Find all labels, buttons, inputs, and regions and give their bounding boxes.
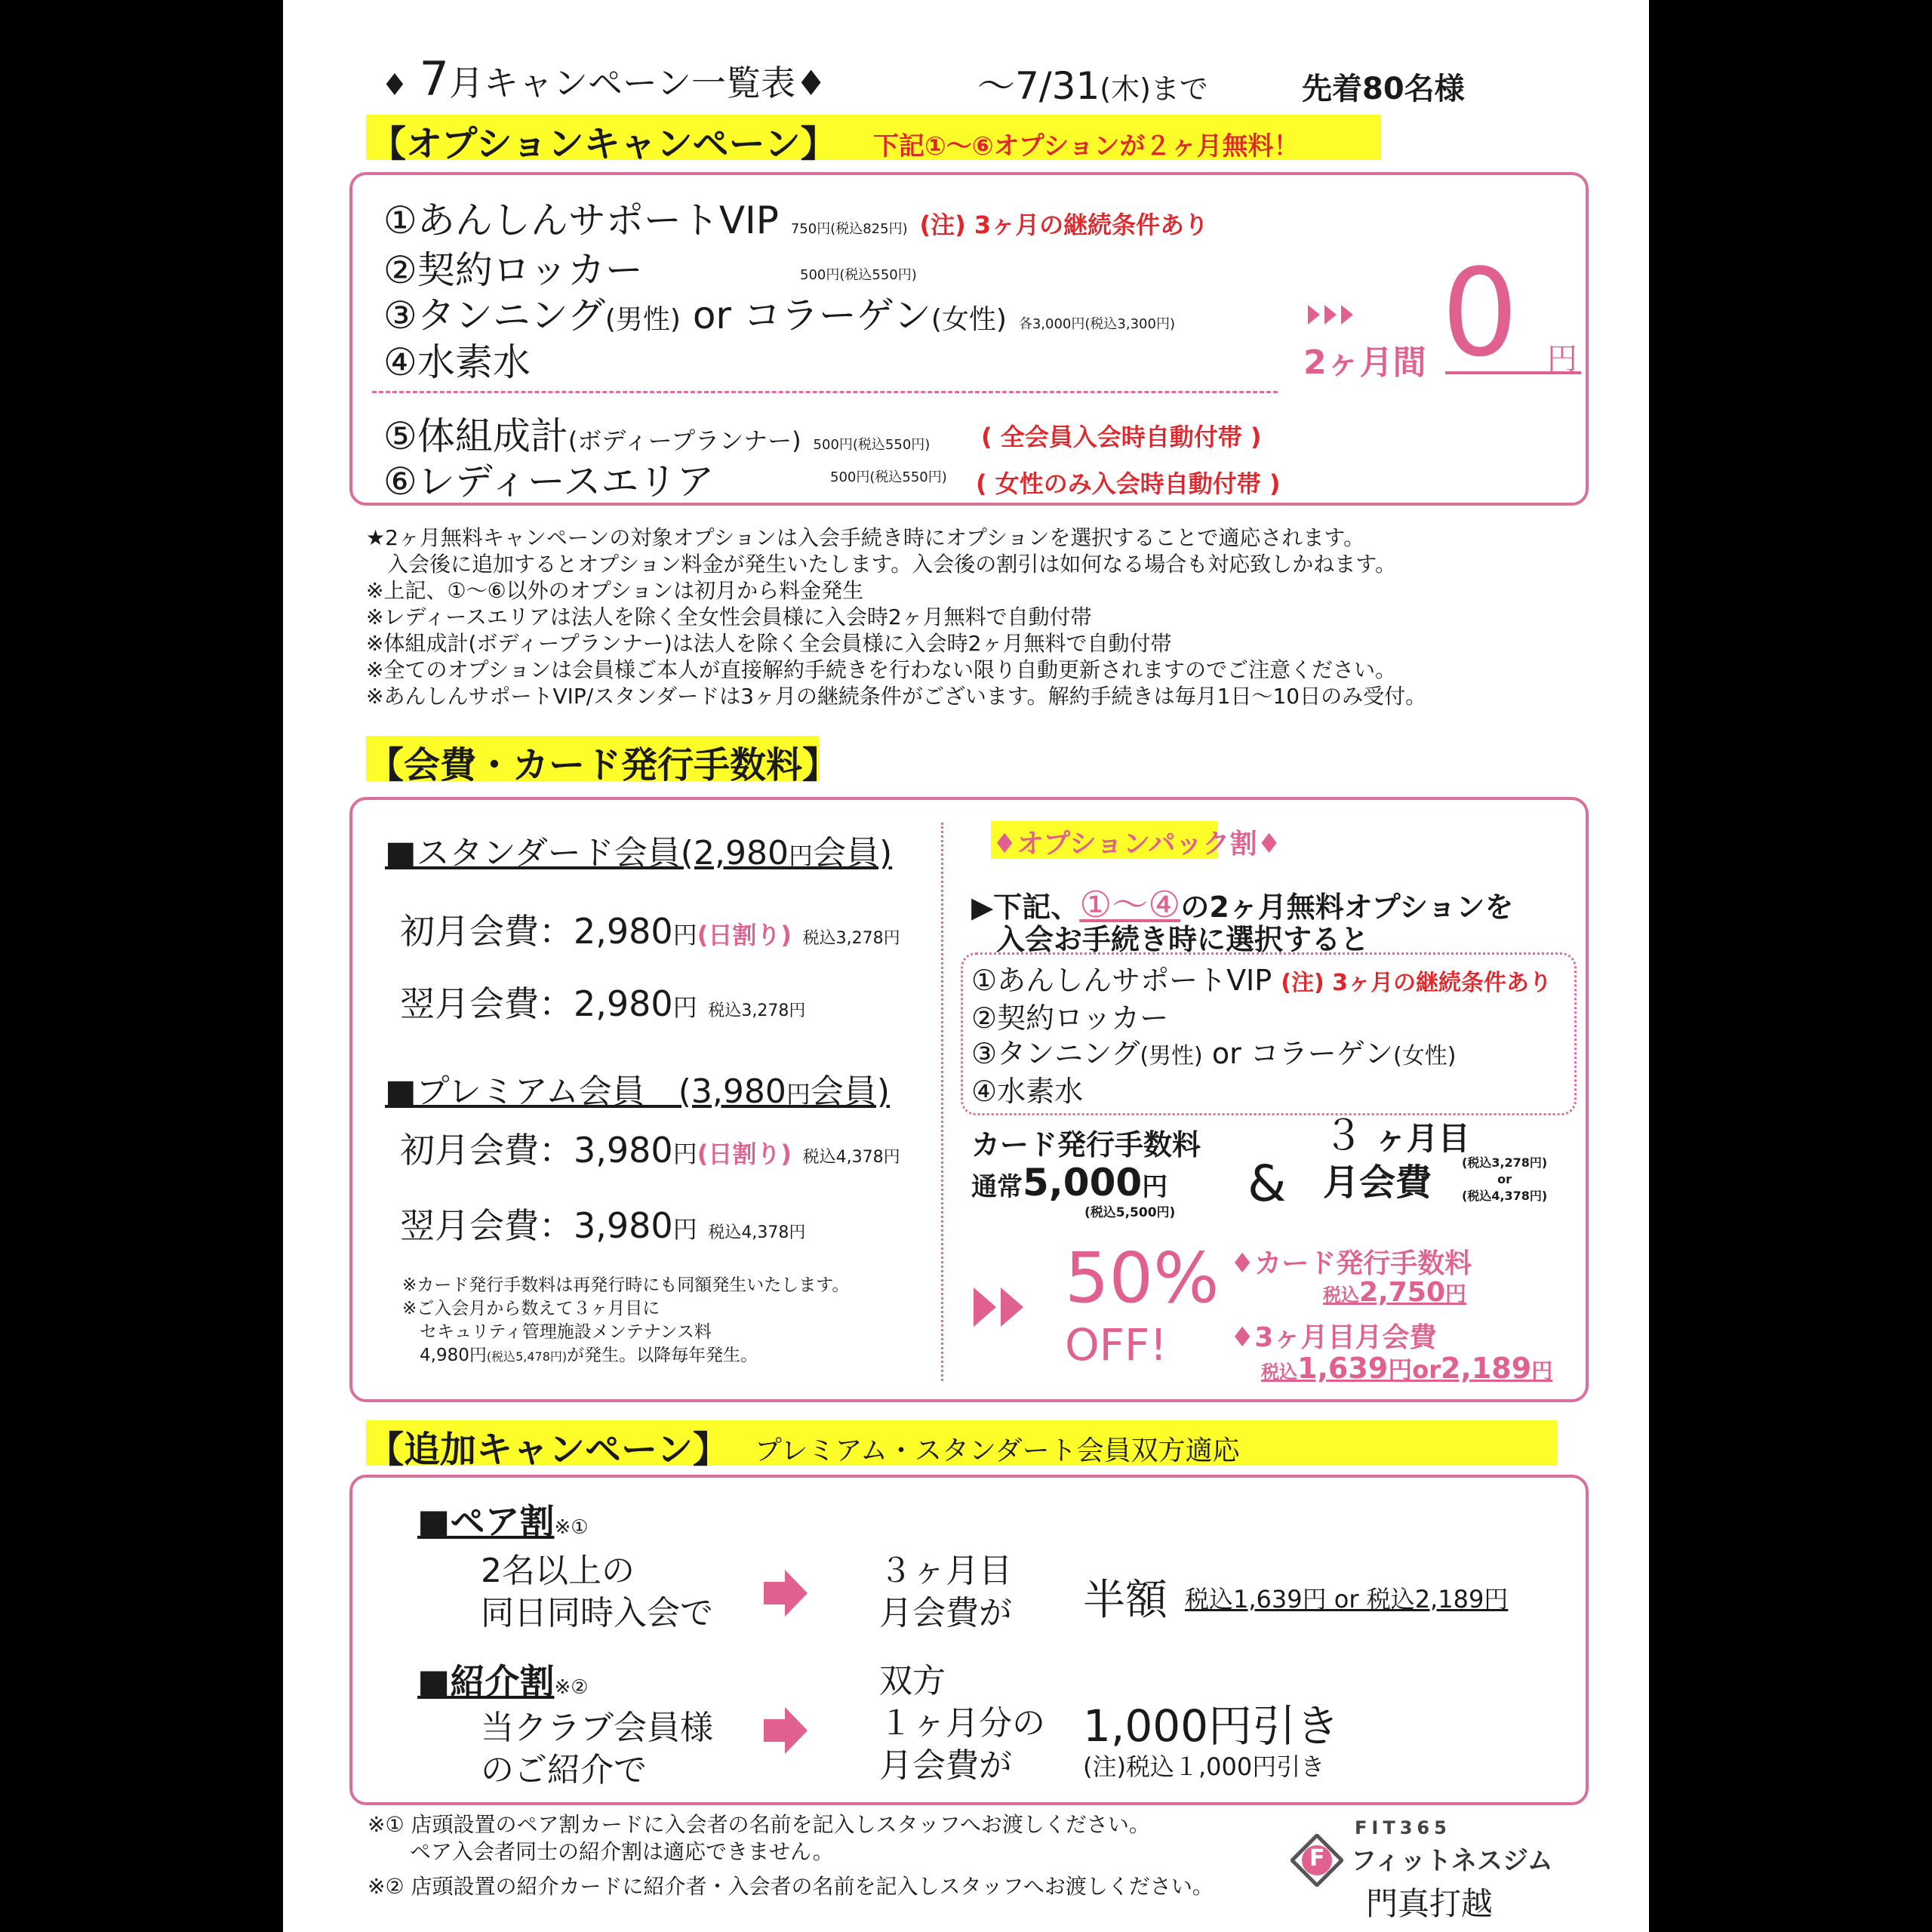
option-item-4: ④水素水	[383, 340, 531, 384]
option-note: ※あんしんサポートVIP/スタンダードは3ヶ月の継続条件がございます。解約手続きは毎月1日～10日のみ受付。	[366, 684, 1427, 709]
option-subheading: 下記①～⑥オプションが２ヶ月無料！	[873, 131, 1300, 162]
free-yen: 円	[1547, 342, 1577, 377]
logo-small-text: FIT365	[1355, 1817, 1451, 1838]
logo-letter: F	[1309, 1845, 1325, 1872]
option-note: ※レディースエリアは法人を除く全女性会員様に入会時2ヶ月無料で自動付帯	[366, 605, 1092, 629]
option-item-2: ②契約ロッカー	[383, 248, 643, 292]
pair-result: 半額	[1083, 1576, 1168, 1625]
right-arrow-icon	[764, 1707, 808, 1754]
pair-result-note: 税込1,639円 or 税込2,189円	[1185, 1585, 1509, 1614]
referral-result-note: (注)税込１,000円引き	[1083, 1752, 1325, 1781]
pair-target: ３ヶ月目 月会費が	[879, 1552, 1012, 1632]
fee-heading: 【会費・カード発行手数料】	[368, 744, 839, 786]
deadline: ～7/31(木)まで	[977, 64, 1208, 108]
double-arrow-icon	[974, 1287, 1034, 1328]
off-label: OFF!	[1065, 1319, 1168, 1371]
pack-line-1: ▶下記、①～④の2ヶ月無料オプションを	[971, 884, 1514, 926]
option-item-5: ⑤体組成計(ボディープランナー) 500円(税込550円)	[383, 414, 931, 458]
option-item-2-price: 500円(税込550円)	[800, 267, 917, 283]
pack-title: ♦オプションパック割♦	[992, 829, 1281, 860]
option-note: ★2ヶ月無料キャンペーンの対象オプションは入会手続き時にオプションを選択することで適応されます。	[366, 525, 1365, 550]
result-card-label: ♦カード発行手数料	[1230, 1248, 1472, 1279]
card-fee-tax: (税込5,500円)	[1084, 1205, 1176, 1220]
extra-heading: 【追加キャンペーン】	[368, 1429, 730, 1471]
standard-first-fee: 初月会費：2,980円(日割り) 税込3,278円	[400, 911, 900, 952]
option-note: ※全てのオプションは会員様ご本人が直接解約手続きを行わない限り自動更新されますのでご注意ください。	[366, 657, 1396, 682]
option-note: 入会後に追加するとオプション料金が発生いたします。入会後の割引は如何なる場合も対応致しかねます。	[366, 552, 1397, 577]
referral-condition: 当クラブ会員様 のご紹介で	[481, 1709, 713, 1789]
card-fee-label: カード発行手数料	[971, 1128, 1201, 1161]
pair-title: ■ペア割※①	[417, 1501, 589, 1542]
fee-notes: ※カード発行手数料は再発行時にも同額発生いたします。 ※ご入会月から数えて３ヶ月目に セキュリティ管理施設メンテナンス料 4,980円(税込5,478円)が発生。以降毎年発生。	[402, 1275, 850, 1365]
pack-line-2: 入会お手続き時に選択すると	[996, 923, 1370, 956]
footer-notes: ※① 店頭設置のペア割カードに入会者の名前を記入しスタッフへお渡しください。 ペア入会者同士の紹介割は適応できません。 ※② 店頭設置の紹介カードに紹介者・入会者の名前を記入しスタッフへお渡しください。	[368, 1812, 1214, 1899]
option-item-6-note: ( 女性のみ入会時自動付帯 )	[976, 469, 1281, 498]
option-item-3: ③タンニング(男性) or コラーゲン(女性) 各3,000円(税込3,300円)	[383, 294, 1175, 337]
store-name: 門真打越	[1366, 1885, 1494, 1922]
result-card-value: 税込2,750円	[1323, 1277, 1466, 1308]
first-come-label: 先着80名様	[1302, 72, 1465, 106]
logo-name: フィットネスジム	[1351, 1846, 1553, 1876]
referral-target: 双方 １ヶ月分の 月会費が	[879, 1662, 1045, 1785]
referral-title: ■紹介割※②	[417, 1661, 589, 1702]
pack-items: ①あんしんサポートVIP (注) 3ヶ月の継続条件あり ②契約ロッカー ③タンニング(男性) or コラーゲン(女性) ④水素水	[971, 964, 1552, 1108]
triple-arrow-icon	[1308, 303, 1368, 326]
referral-result: 1,000円引き	[1083, 1700, 1340, 1752]
option-item-1: ①あんしんサポートVIP 750円(税込825円) (注) 3ヶ月の継続条件あり	[383, 198, 1209, 242]
third-month-label: ３ ヶ月目 月会費	[1323, 1112, 1470, 1204]
free-period: 2ヶ月間	[1303, 343, 1426, 382]
campaign-flyer	[283, 0, 1649, 1932]
standard-next-fee: 翌月会費：2,980円 税込3,278円	[400, 983, 806, 1024]
card-fee-normal: 通常5,000円	[971, 1161, 1168, 1204]
option-notes	[366, 525, 1426, 709]
right-arrow-icon	[764, 1570, 808, 1617]
premium-first-fee: 初月会費：3,980円(日割り) 税込4,378円	[400, 1130, 900, 1171]
free-zero: 0	[1441, 242, 1518, 383]
page-title: ♦ 7月キャンペーン一覧表♦	[381, 51, 827, 106]
premium-title: ■プレミアム会員 (3,980円会員)	[385, 1072, 891, 1111]
result-month-label: ♦3ヶ月目月会費	[1230, 1322, 1437, 1353]
third-month-tax: (税込3,278円) or (税込4,378円)	[1462, 1155, 1548, 1203]
ampersand: &	[1247, 1155, 1287, 1213]
gym-logo	[1291, 1813, 1562, 1922]
option-note: ※体組成計(ボディープランナー)は法人を除く全会員様に入会時2ヶ月無料で自動付帯	[366, 631, 1172, 656]
option-divider	[372, 391, 1278, 393]
result-month-value: 税込1,639円or2,189円	[1261, 1352, 1553, 1385]
fee-divider	[941, 823, 943, 1381]
pair-condition: 2名以上の 同日同時入会で	[481, 1552, 713, 1632]
option-item-6: ⑥レディースエリア	[383, 460, 715, 503]
extra-subheading: プレミアム・スタンダート会員双方適応	[755, 1435, 1240, 1466]
option-heading: 【オプションキャンペーン】	[370, 123, 837, 165]
diamond-icon: ♦	[381, 68, 408, 103]
standard-title: ■スタンダード会員(2,980円会員)	[385, 834, 893, 872]
option-item-5-note: ( 全会員入会時自動付帯 )	[981, 423, 1262, 451]
premium-next-fee: 翌月会費：3,980円 税込4,378円	[400, 1205, 806, 1246]
option-note: ※上記、①～⑥以外のオプションは初月から料金発生	[366, 578, 864, 603]
off-percent: 50%	[1065, 1238, 1220, 1318]
free-underline	[1445, 371, 1581, 374]
option-item-6-price: 500円(税込550円)	[830, 469, 947, 485]
